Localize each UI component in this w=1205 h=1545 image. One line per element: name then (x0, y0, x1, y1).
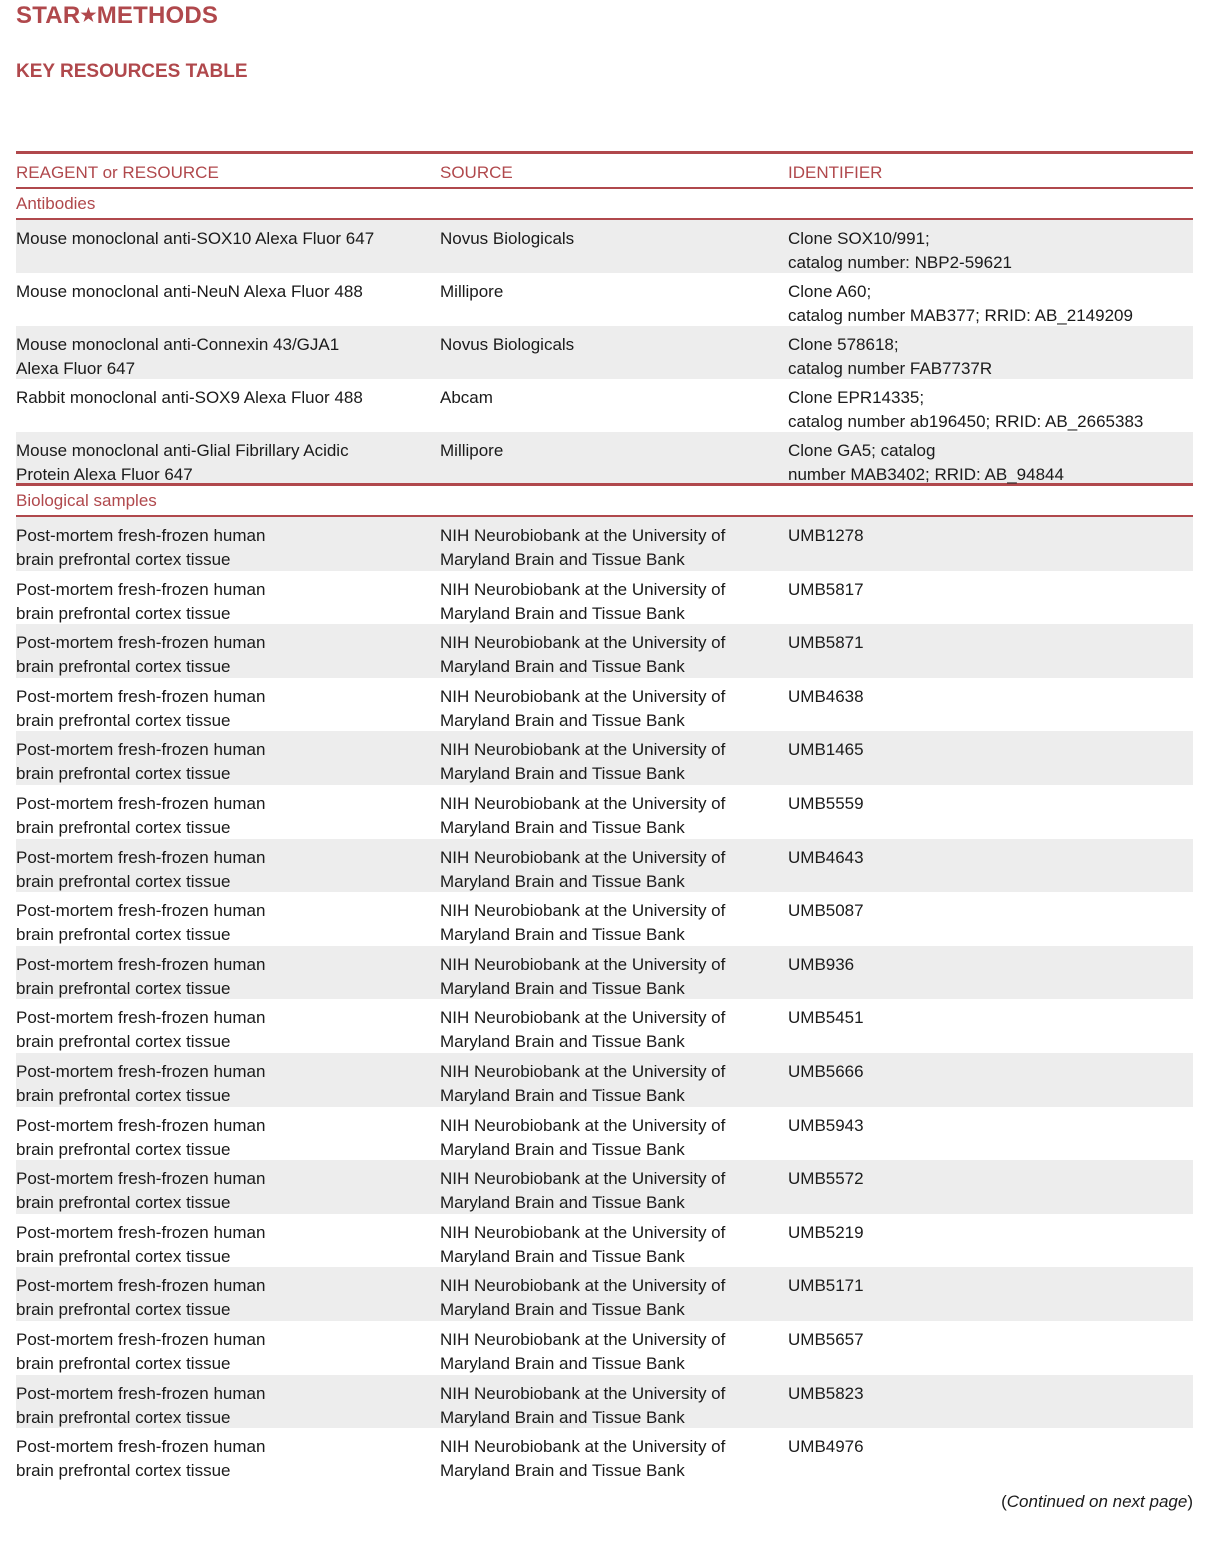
identifier-cell: UMB1465 (788, 740, 864, 760)
reagent-cell: Post-mortem fresh-frozen human brain prefrontal cortex tissue (16, 740, 266, 784)
source-cell: NIH Neurobiobank at the University of Maryland Brain and Tissue Bank (440, 1437, 726, 1481)
table-row (16, 999, 1193, 1053)
section-header: Antibodies (16, 189, 1193, 220)
identifier-cell: UMB5559 (788, 793, 864, 813)
table-row (16, 946, 1193, 1000)
reagent-cell: Mouse monoclonal anti-Connexin 43/GJA1 Alexa Fluor 647 (16, 335, 340, 378)
identifier-cell: UMB5572 (788, 1169, 864, 1189)
source-cell: Millipore (440, 282, 504, 301)
reagent-cell: Post-mortem fresh-frozen human brain prefrontal cortex tissue (16, 1276, 266, 1320)
reagent-cell: Post-mortem fresh-frozen human brain prefrontal cortex tissue (16, 526, 266, 569)
reagent-cell: Post-mortem fresh-frozen human brain prefrontal cortex tissue (16, 633, 266, 677)
table-row (16, 892, 1193, 946)
source-cell: NIH Neurobiobank at the University of Maryland Brain and Tissue Bank (440, 1383, 726, 1427)
source-cell: NIH Neurobiobank at the University of Maryland Brain and Tissue Bank (440, 633, 726, 677)
reagent-cell: Post-mortem fresh-frozen human brain prefrontal cortex tissue (16, 793, 266, 837)
source-cell: NIH Neurobiobank at the University of Maryland Brain and Tissue Bank (440, 740, 726, 784)
column-header-identifier: IDENTIFIER (788, 163, 883, 182)
identifier-cell: UMB5943 (788, 1115, 864, 1135)
identifier-cell: UMB5823 (788, 1383, 864, 1403)
table-row (16, 731, 1193, 785)
reagent-cell: Post-mortem fresh-frozen human brain prefrontal cortex tissue (16, 579, 266, 623)
table-row (16, 379, 1193, 432)
source-cell: NIH Neurobiobank at the University of Maryland Brain and Tissue Bank (440, 1115, 726, 1159)
reagent-cell: Post-mortem fresh-frozen human brain prefrontal cortex tissue (16, 1008, 266, 1052)
star-methods-word-methods: METHODS (96, 2, 219, 29)
table-row (16, 571, 1193, 625)
identifier-cell: Clone 578618; catalog number FAB7737R (788, 335, 993, 378)
table-row (16, 326, 1193, 379)
table-row (16, 517, 1193, 571)
source-cell: NIH Neurobiobank at the University of Maryland Brain and Tissue Bank (440, 1276, 726, 1320)
table-row (16, 273, 1193, 326)
star-methods-word-star: STAR (16, 2, 81, 29)
table-row (16, 1267, 1193, 1321)
table-row (16, 1160, 1193, 1214)
reagent-cell: Mouse monoclonal anti-NeuN Alexa Fluor 488 (16, 282, 363, 301)
reagent-cell: Post-mortem fresh-frozen human brain prefrontal cortex tissue (16, 1329, 266, 1373)
source-cell: NIH Neurobiobank at the University of Maryland Brain and Tissue Bank (440, 1329, 726, 1373)
source-cell: NIH Neurobiobank at the University of Maryland Brain and Tissue Bank (440, 847, 726, 891)
table-row (16, 1053, 1193, 1107)
key-resources-table (16, 151, 1193, 1482)
reagent-cell: Post-mortem fresh-frozen human brain prefrontal cortex tissue (16, 1115, 266, 1159)
continued-note: (Continued on next page) (1001, 1492, 1193, 1511)
identifier-cell: Clone SOX10/991; catalog number: NBP2-59621 (788, 229, 1012, 272)
source-cell: Novus Biologicals (440, 335, 575, 354)
identifier-cell: UMB5451 (788, 1008, 864, 1028)
source-cell: NIH Neurobiobank at the University of Maryland Brain and Tissue Bank (440, 526, 726, 569)
identifier-cell: UMB5087 (788, 901, 864, 921)
source-cell: NIH Neurobiobank at the University of Maryland Brain and Tissue Bank (440, 1008, 726, 1052)
reagent-cell: Mouse monoclonal anti-Glial Fibrillary Acidic Protein Alexa Fluor 647 (16, 441, 349, 484)
reagent-cell: Post-mortem fresh-frozen human brain prefrontal cortex tissue (16, 954, 266, 998)
column-header-reagent: REAGENT or RESOURCE (16, 163, 219, 182)
identifier-cell: UMB936 (788, 954, 855, 974)
identifier-cell: UMB4643 (788, 847, 864, 867)
reagent-cell: Post-mortem fresh-frozen human brain prefrontal cortex tissue (16, 1169, 266, 1213)
identifier-cell: UMB5666 (788, 1061, 864, 1081)
identifier-cell: UMB1278 (788, 526, 864, 545)
table-header-row (16, 154, 1193, 189)
source-cell: Millipore (440, 441, 504, 460)
identifier-cell: UMB5871 (788, 633, 864, 653)
star-methods-title (16, 2, 218, 30)
table-row (16, 1321, 1193, 1375)
table-row (16, 1375, 1193, 1429)
identifier-cell: Clone A60; catalog number MAB377; RRID: AB_2149209 (788, 282, 1133, 325)
source-cell: NIH Neurobiobank at the University of Maryland Brain and Tissue Bank (440, 1061, 726, 1105)
source-cell: NIH Neurobiobank at the University of Maryland Brain and Tissue Bank (440, 1222, 726, 1266)
identifier-cell: Clone EPR14335; catalog number ab196450; RRID: AB_2665383 (788, 388, 1144, 431)
reagent-cell: Mouse monoclonal anti-SOX10 Alexa Fluor 647 (16, 229, 375, 248)
table-row (16, 624, 1193, 678)
identifier-cell: UMB5219 (788, 1222, 864, 1242)
identifier-cell: UMB4638 (788, 686, 864, 706)
source-cell: NIH Neurobiobank at the University of Maryland Brain and Tissue Bank (440, 901, 726, 945)
reagent-cell: Post-mortem fresh-frozen human brain prefrontal cortex tissue (16, 901, 266, 945)
section-header: Biological samples (16, 486, 1193, 517)
reagent-cell: Post-mortem fresh-frozen human brain prefrontal cortex tissue (16, 1437, 266, 1481)
source-cell: Novus Biologicals (440, 229, 575, 248)
star-icon: ★ (80, 5, 97, 25)
identifier-cell: UMB5657 (788, 1329, 864, 1349)
reagent-cell: Rabbit monoclonal anti-SOX9 Alexa Fluor 488 (16, 388, 363, 407)
continued-note-text: Continued on next page (1006, 1492, 1188, 1511)
source-cell: NIH Neurobiobank at the University of Maryland Brain and Tissue Bank (440, 954, 726, 998)
reagent-cell: Post-mortem fresh-frozen human brain prefrontal cortex tissue (16, 1222, 266, 1266)
table-body (16, 189, 1193, 1482)
table-row (16, 785, 1193, 839)
source-cell: NIH Neurobiobank at the University of Maryland Brain and Tissue Bank (440, 793, 726, 837)
reagent-cell: Post-mortem fresh-frozen human brain prefrontal cortex tissue (16, 847, 266, 891)
table-row (16, 1428, 1193, 1482)
identifier-cell: Clone GA5; catalog number MAB3402; RRID: AB_94844 (788, 441, 1064, 484)
reagent-cell: Post-mortem fresh-frozen human brain prefrontal cortex tissue (16, 1061, 266, 1105)
identifier-cell: UMB5817 (788, 579, 864, 599)
column-header-source: SOURCE (440, 163, 513, 182)
table-row (16, 1107, 1193, 1161)
identifier-cell: UMB5171 (788, 1276, 864, 1296)
source-cell: NIH Neurobiobank at the University of Maryland Brain and Tissue Bank (440, 686, 726, 730)
table-row (16, 839, 1193, 893)
source-cell: NIH Neurobiobank at the University of Maryland Brain and Tissue Bank (440, 579, 726, 623)
table-row (16, 1214, 1193, 1268)
key-resources-table-title: KEY RESOURCES TABLE (16, 61, 248, 82)
table-row (16, 678, 1193, 732)
reagent-cell: Post-mortem fresh-frozen human brain prefrontal cortex tissue (16, 686, 266, 730)
identifier-cell: UMB4976 (788, 1437, 864, 1457)
table-row (16, 432, 1193, 486)
table-row (16, 220, 1193, 273)
source-cell: Abcam (440, 388, 493, 407)
reagent-cell: Post-mortem fresh-frozen human brain prefrontal cortex tissue (16, 1383, 266, 1427)
source-cell: NIH Neurobiobank at the University of Maryland Brain and Tissue Bank (440, 1169, 726, 1213)
